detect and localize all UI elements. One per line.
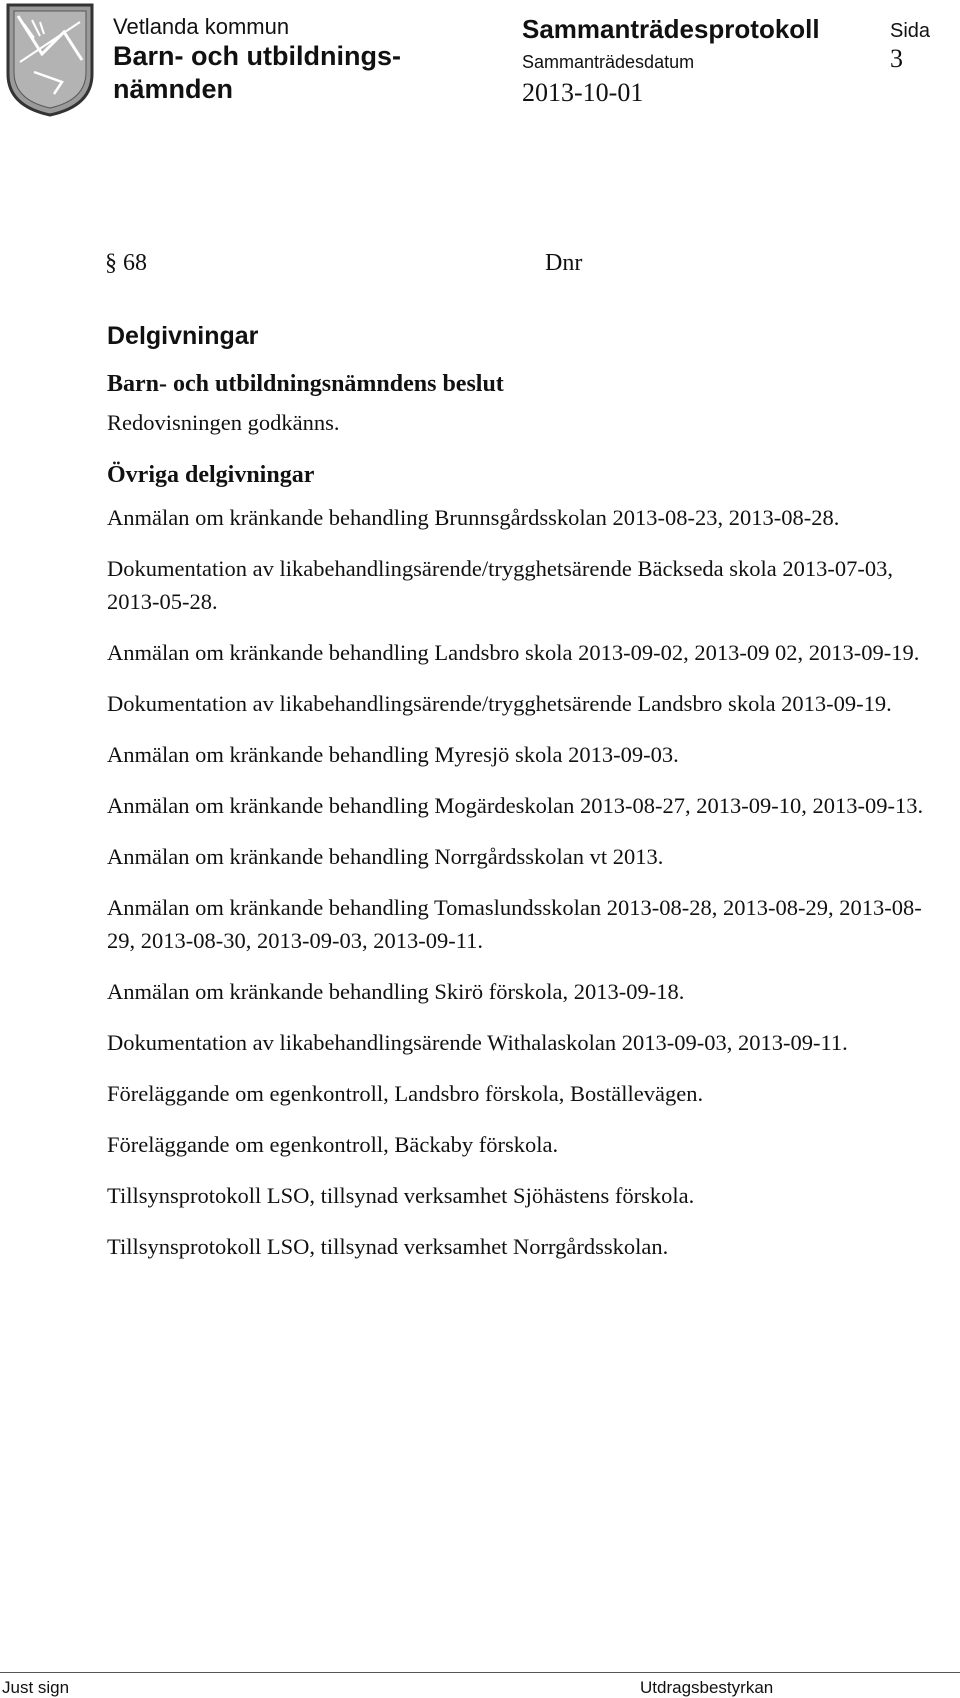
decision-text: Redovisningen godkänns. — [107, 410, 340, 435]
notice-item: Dokumentation av likabehandlingsärende/trygghetsärende Landsbro skola 2013-09-19. — [107, 691, 892, 716]
department-name-line-1: Barn- och utbildnings- — [113, 41, 401, 71]
notice-list — [107, 501, 937, 1263]
notice-item: Tillsynsprotokoll LSO, tillsynad verksamhet Norrgårdsskolan. — [107, 1234, 669, 1259]
page-number: 3 — [890, 44, 903, 73]
notice-item: Anmälan om kränkande behandling Myresjö skola 2013-09-03. — [107, 742, 679, 767]
footer-certification-label: Utdragsbestyrkan — [640, 1678, 774, 1697]
decision-heading: Barn- och utbildningsnämndens beslut — [107, 371, 504, 397]
notice-item: Anmälan om kränkande behandling Skirö förskola, 2013-09-18. — [107, 979, 685, 1004]
municipal-coat-of-arms-icon — [4, 2, 96, 118]
protocol-content — [107, 322, 937, 1281]
meeting-date: 2013-10-01 — [522, 78, 644, 107]
organization-name: Vetlanda kommun — [113, 14, 290, 39]
department-name — [113, 40, 401, 106]
notice-item: Föreläggande om egenkontroll, Bäckaby förskola. — [107, 1132, 559, 1157]
department-name-line-2: nämnden — [113, 74, 234, 104]
document-title: Sammanträdesprotokoll — [522, 14, 820, 44]
notice-item: Anmälan om kränkande behandling Mogärdeskolan 2013-08-27, 2013-09-10, 2013-09-13. — [107, 793, 924, 818]
paragraph-number-value: 68 — [123, 250, 147, 276]
notice-item: Anmälan om kränkande behandling Norrgårdsskolan vt 2013. — [107, 844, 664, 869]
section-symbol: § — [105, 250, 117, 276]
other-notices-heading: Övriga delgivningar — [107, 462, 315, 488]
footer-sign-label: Just sign — [2, 1678, 70, 1697]
section-title: Delgivningar — [107, 322, 259, 350]
notice-item: Föreläggande om egenkontroll, Landsbro förskola, Boställevägen. — [107, 1081, 704, 1106]
dnr-label: Dnr — [545, 250, 583, 276]
notice-item: Dokumentation av likabehandlingsärende/trygghetsärende Bäckseda skola 2013-07-03, 2013-05-28. — [107, 556, 894, 614]
meeting-date-label: Sammanträdesdatum — [522, 52, 695, 72]
notice-item: Dokumentation av likabehandlingsärende Withalaskolan 2013-09-03, 2013-09-11. — [107, 1030, 848, 1055]
paragraph-number — [105, 250, 147, 277]
footer-divider — [0, 1672, 960, 1673]
notice-item: Anmälan om kränkande behandling Landsbro skola 2013-09-02, 2013-09 02, 2013-09-19. — [107, 640, 920, 665]
notice-item: Anmälan om kränkande behandling Brunnsgårdsskolan 2013-08-23, 2013-08-28. — [107, 505, 840, 530]
notice-item: Anmälan om kränkande behandling Tomaslundsskolan 2013-08-28, 2013-08-29, 2013-08-29, 2013-08-30, 2013-09-03, 2013-09-11. — [107, 895, 922, 953]
notice-item: Tillsynsprotokoll LSO, tillsynad verksamhet Sjöhästens förskola. — [107, 1183, 695, 1208]
page-label: Sida — [890, 20, 931, 42]
